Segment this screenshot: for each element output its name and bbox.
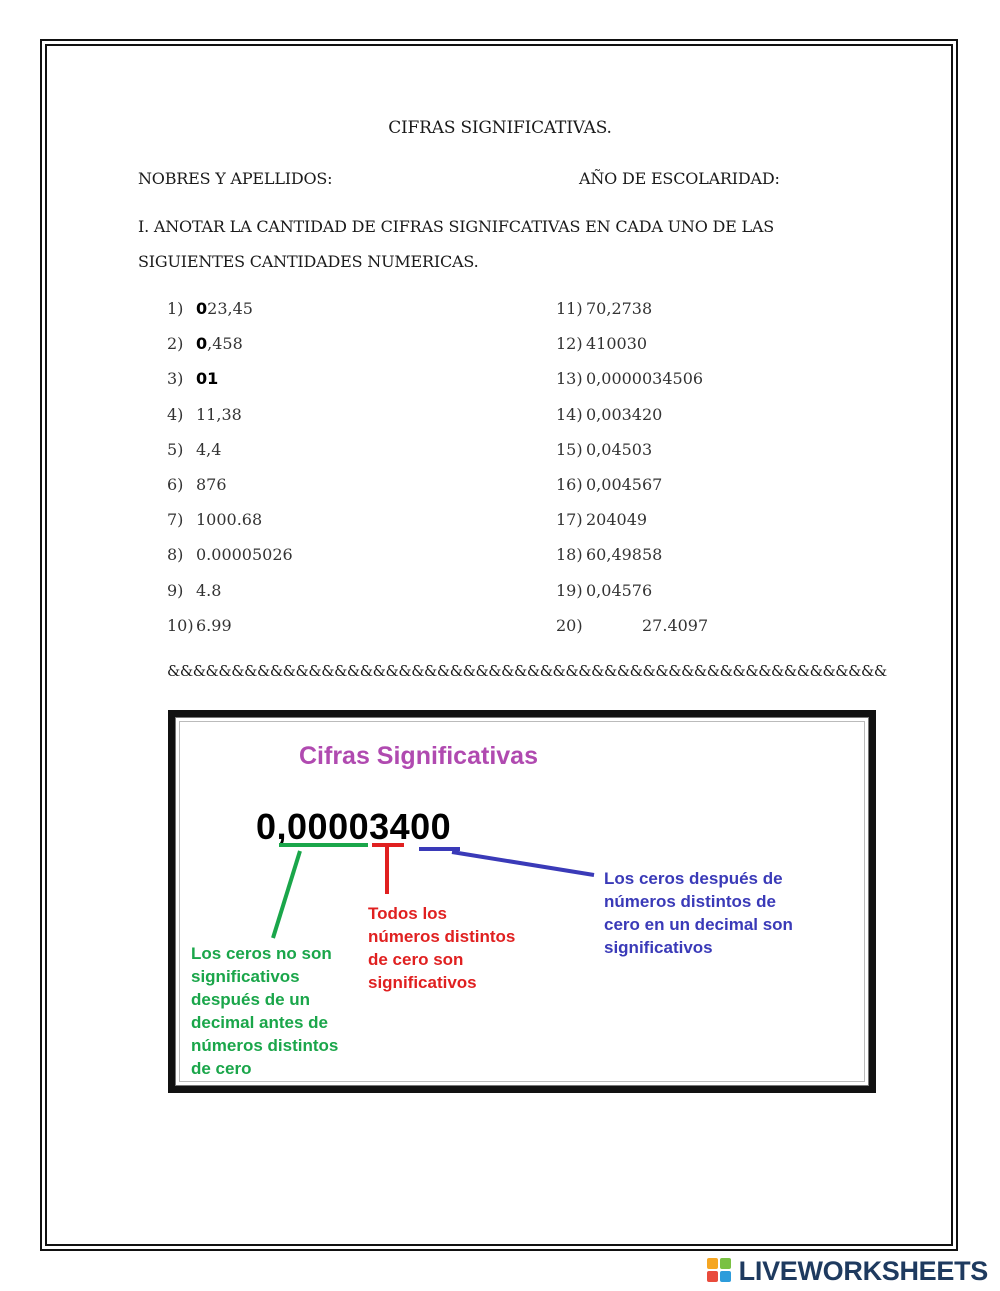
question-number: 9) [167,580,184,600]
question-value: 11,38 [196,404,242,424]
logo-cubes-icon [707,1258,733,1284]
question-value-lead: 01 [196,369,219,389]
question-item [556,616,708,635]
worksheet-title: CIFRAS SIGNIFICATIVAS. [388,118,612,138]
question-value: 0,04576 [586,580,653,600]
question-number: 20) [556,615,583,635]
question-value: ,458 [207,334,243,354]
question-value: 0.00005026 [196,545,293,565]
blue-pointer [452,852,594,875]
question-item [556,369,703,388]
question-value: 0,003420 [586,404,663,424]
question-item [556,581,652,600]
question-value: 0,004567 [586,475,663,494]
significant-figures-diagram [168,710,876,1093]
logo-text: LIVEWORKSHEETS [738,1255,988,1286]
note-line: cero en un decimal son [604,915,793,934]
question-number: 5) [167,439,184,459]
question-value: 204049 [586,510,648,530]
green-pointer [273,851,300,938]
question-item [167,616,232,635]
question-number: 10) [167,615,194,635]
separator-line: &&&&&&&&&&&&&&&&&&&&&&&&&&&&&&&&&&&&&&&&&&&&&&&&&&&&&&&& [167,662,887,680]
note-line: de cero son [368,950,464,969]
instruction-line-2: SIGUIENTES CANTIDADES NUMERICAS. [138,252,479,271]
question-item [167,545,293,564]
note-line: significativos [368,973,477,992]
note-line: Todos los [368,904,448,923]
question-item [556,545,662,564]
question-number: 3) [167,369,184,389]
question-number: 13) [556,369,583,389]
question-number: 7) [167,510,184,530]
question-value: 4.8 [196,580,222,600]
question-item [556,510,647,529]
question-item [167,405,242,424]
question-item [167,581,221,600]
question-item [556,334,647,353]
question-item [556,440,652,459]
question-number: 2) [167,334,184,354]
question-number: 4) [167,404,184,424]
question-item [556,475,662,494]
question-item [556,405,662,424]
note-line: números distintos [368,927,516,946]
question-number: 19) [556,580,583,600]
question-number: 15) [556,439,583,459]
green-note [191,942,338,1080]
question-number: 1) [167,299,184,318]
question-number: 14) [556,404,583,424]
question-value: 4,4 [196,439,222,459]
year-label: AÑO DE ESCOLARIDAD: [579,169,780,188]
question-item [167,334,243,353]
question-value: 0,0000034506 [586,369,704,389]
question-item [167,510,262,529]
question-number: 18) [556,545,583,565]
question-value: 1000.68 [196,510,263,530]
note-line: decimal antes de [191,1013,329,1032]
question-value: 410030 [586,334,648,354]
question-value: 23,45 [207,299,253,318]
question-value: 876 [196,475,227,494]
question-value: 60,49858 [586,545,663,565]
name-label: NOBRES Y APELLIDOS: [138,169,333,188]
note-line: números distintos [191,1036,339,1055]
question-item [167,299,253,318]
note-line: significativos [604,938,713,957]
question-item [556,299,652,318]
question-number: 11) [556,299,583,318]
question-value-lead: 0 [196,334,208,354]
question-value-lead: 0 [196,299,208,318]
diagram-panel [175,717,869,1086]
question-number: 8) [167,545,184,565]
question-item [167,369,218,388]
question-value: 6.99 [196,615,232,635]
diagram-title: Cifras Significativas [299,742,538,770]
question-number: 12) [556,334,583,354]
note-line: después de un [191,990,311,1009]
question-item [167,440,221,459]
red-note [368,902,515,994]
note-line: de cero [191,1059,252,1078]
liveworksheets-logo [707,1254,988,1288]
question-number: 16) [556,475,583,494]
question-number: 17) [556,510,583,530]
question-item [167,475,227,494]
question-number: 6) [167,475,184,494]
question-value: 70,2738 [586,299,653,318]
instruction-line-1: I. ANOTAR LA CANTIDAD DE CIFRAS SIGNIFCATIVAS EN CADA UNO DE LAS [138,217,775,236]
note-line: significativos [191,967,300,986]
note-line: Los ceros no son [191,944,332,963]
blue-note [604,867,793,959]
question-value: 0,04503 [586,439,653,459]
note-line: números distintos de [604,892,776,911]
example-number: 0,00003400 [256,806,452,847]
question-value: 27.4097 [642,615,709,635]
note-line: Los ceros después de [604,869,783,888]
